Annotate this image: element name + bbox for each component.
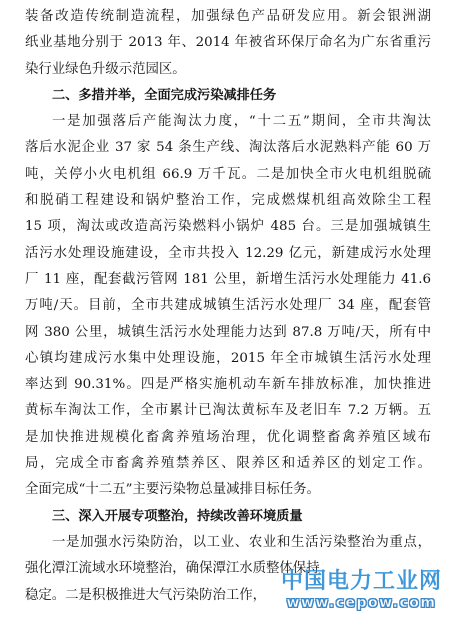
watermark-site-name: 中国电力工业网 [280, 569, 442, 594]
document-page [25, 4, 431, 609]
paragraph-line: 一是加强落后产能淘汰力度，“十二五”期间，全市共淘汰 [52, 114, 431, 130]
section-heading: 三、深入开展专项整治，持续改善环境质量 [52, 508, 303, 524]
paragraph-line: 装备改造传统制造流程，加强绿色产品研发应用。新会银洲湖 [25, 9, 431, 24]
paragraph-line: 全面完成“十二五”主要污染物总量减排目标任务。 [25, 482, 320, 498]
paragraph-line: 落后水泥企业 37 家 54 条生产线、淘汰落后水泥熟料产能 60 万 [25, 140, 431, 156]
watermark-url: www.cepow.com [286, 595, 437, 611]
paragraph-line: 15 项，淘汰或改造高污染燃料小锅炉 485 台。三是加强城镇生 [25, 219, 431, 235]
paragraph-line: 是加快推进规模化畜禽养殖场治理，优化调整畜禽养殖区域布 [25, 429, 431, 445]
paragraph-line: 和脱硝工程建设和锅炉整治工作，完成燃煤机组高效除尘工程 [25, 193, 431, 209]
paragraph-line: 稳定。二是积极推进大气污染防治工作， [25, 587, 267, 603]
paragraph-line: 网 380 公里，城镇生活污水处理能力达到 87.8 万吨/天，所有中 [25, 324, 431, 340]
paragraph-line: 一是加强水污染防治，以工业、农业和生活污染整治为重点， [52, 534, 431, 550]
paragraph-line: 强化潭江流域水环境整治，确保潭江水质整体保持 [25, 561, 320, 577]
paragraph-line: 吨，关停小火电机组 66.9 万千瓦。二是加快全市火电机组脱硫 [25, 166, 431, 182]
paragraph-line: 染行业绿色升级示范园区。 [25, 61, 186, 77]
paragraph-line: 黄标车淘汰工作，全市累计已淘汰黄标车及老旧车 7.2 万辆。五 [25, 403, 431, 419]
paragraph-line: 活污水处理设施建设，全市共投入 12.29 亿元，新建成污水处理 [25, 245, 431, 261]
paragraph-line: 率达到 90.31%。四是严格实施机动车新车排放标准，加快推进 [25, 377, 431, 393]
section-heading: 二、多措并举，全面完成污染减排任务 [52, 87, 277, 103]
paragraph-line: 心镇均建成污水集中处理设施，2015 年全市城镇生活污水处理 [25, 350, 431, 366]
paragraph-line: 局，完成全市畜禽养殖禁养区、限养区和适养区的划定工作。 [25, 456, 431, 472]
paragraph-line: 厂 11 座，配套截污管网 181 公里，新增生活污水处理能力 41.6 [25, 271, 431, 287]
paragraph-line: 万吨/天。目前，全市共建成城镇生活污水处理厂 34 座，配套管 [25, 298, 431, 314]
paragraph-line: 纸业基地分别于 2013 年、2014 年被省环保厅命名为广东省重污 [25, 35, 431, 51]
